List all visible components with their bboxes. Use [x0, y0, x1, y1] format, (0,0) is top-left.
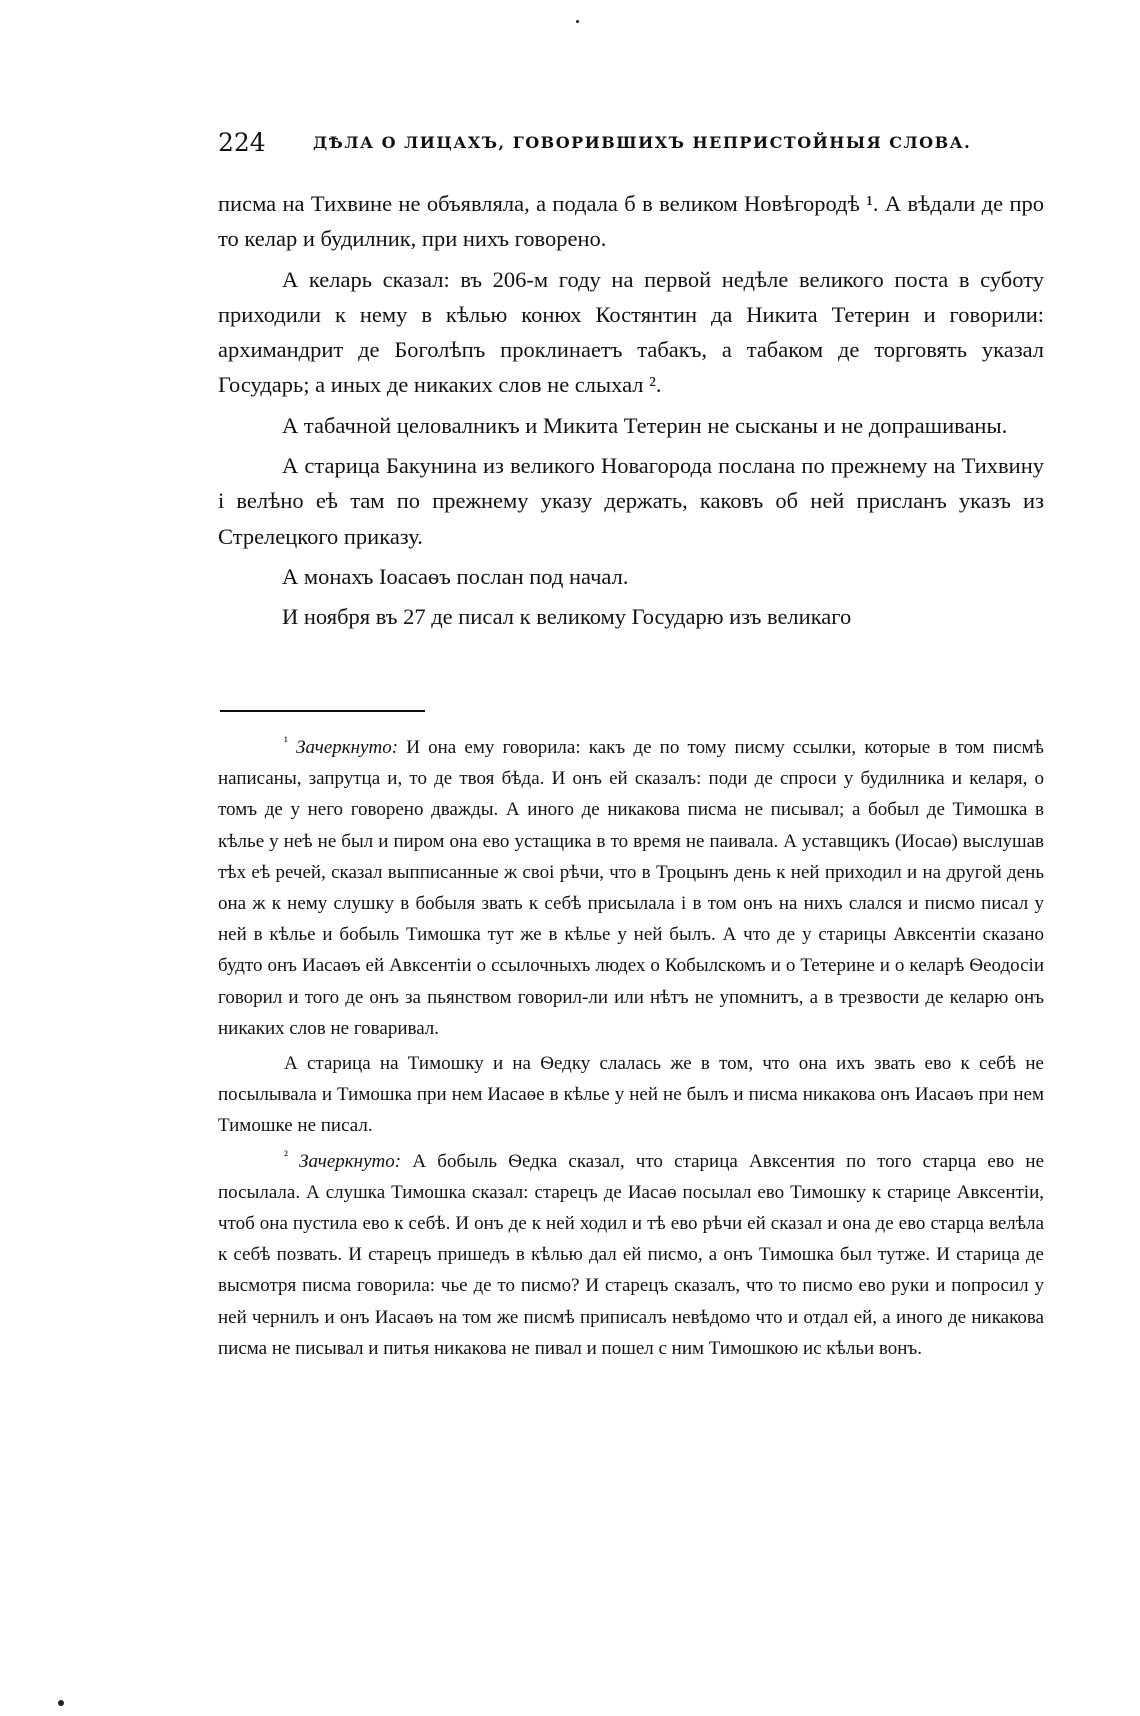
footnote-1	[218, 732, 1044, 1044]
page-header	[218, 128, 1038, 168]
paragraph: И ноября въ 27 де писал к великому Государю изъ великаго	[282, 604, 852, 630]
footnote-2-label: Зачеркнуто:	[299, 1150, 402, 1172]
scan-speck	[576, 20, 579, 23]
paragraph: А келарь сказал: въ 206-м году на первой недѣле великого поста в суботу приходили к нему в кѣлью конюх Костянтин да Никита Тетерин и говорили: архимандрит де Боголѣпъ проклинаетъ табакъ, а табаком де торговять указал Государь; а иных де никаких слов не слыхал ².	[218, 266, 1044, 398]
scan-speck	[58, 1700, 64, 1706]
running-head: ДѢЛА О ЛИЦАХЪ, ГОВОРИВШИХЪ НЕПРИСТОЙНЫЯ СЛОВА.	[313, 133, 972, 152]
paragraph: А старица Бакунина из великого Новагорода послана по прежнему на Тихвину і велѣно еѣ там по прежнему указу держать, каковъ об ней присланъ указъ из Стрелецкого приказу.	[218, 453, 1044, 549]
footnote-1-text: И она ему говорила: какъ де по тому писму ссылки, которые в том писмѣ написаны, запрутца и, то де твоя бѣда. И онъ ей сказалъ: поди де спроси у будилника и келаря, о томъ де у него говорено дважды. А иного де никакова писма не писывал; а бобыл де Тимошка в кѣлье у неѣ не был и пиром она ево устащика в то время не паивала. А уставщикъ (Иосаѳ) выслушав тѣх еѣ речей, сказал выпписанные ж своі рѣчи, что в Троцынъ день к ней приходил и на другой день она ж к нему слушку в бобыля звать к себѣ присылала і в том онъ на нихъ слался и писмо писал у ней в кѣлье и бобыль Тимошка тут же в кѣлье у ней былъ. А что де у старицы Авксентіи сказано будто онъ Иасаѳъ ей Авксентіи о ссылочныхъ людех о Кобылскомъ и о Тетерине и о келарѣ Ѳеодосіи говорил и того де онъ за пьянством говорил-ли или нѣтъ не упомнитъ, а в трезвости де келарю онъ никаких слов не говаривал.	[218, 737, 1044, 1039]
paragraph: А табачной целовалникъ и Микита Тетерин не сысканы и не допрашиваны.	[282, 412, 1008, 438]
footnote-2	[218, 1146, 1044, 1364]
footnote-1-mark: ¹	[284, 733, 288, 749]
footnote-divider	[220, 710, 425, 712]
footnote-1-label: Зачеркнуто:	[296, 737, 399, 758]
footnotes	[218, 732, 1044, 1368]
main-text	[218, 186, 1044, 640]
page-number: 224	[218, 128, 266, 157]
footnote-2-text: А бобыль Ѳедка сказал, что старица Авксентия по того старца ево не посылала. А слушка Тимошка сказал: старецъ де Иасаѳ посылал ево Тимошку к старице Авксентіи, чтоб она пустила ево к себѣ. И онъ де к ней ходил и тѣ ево рѣчи ей сказал и она де ево старца велѣла к себѣ позвать. И старецъ пришедъ в кѣлью дал ей писмо, а онъ Тимошка был тутже. И старица де высмотря писма говорила: чье де то писмо? И старецъ сказалъ, что то писмо ево руки и попросил у ней чернилъ и онъ Иасаѳъ на том же писмѣ приписалъ невѣдомо что и отдал ей, а иного де никакова писма не писывал и питья никакова не пивал и пошел с ним Тимошкою ис кѣльи вонъ.	[218, 1150, 1045, 1359]
footnote-1-continuation: А старица на Тимошку и на Ѳедку слалась же в том, что она ихъ звать ево к себѣ не посылывала и Тимошка при нем Иасаѳе в кѣлье у ней не былъ и писма никакова онъ Иасаѳъ при нем Тимошке не писал.	[218, 1053, 1044, 1137]
footnote-2-mark: ²	[284, 1147, 288, 1163]
paragraph: писма на Тихвине не объявляла, а подала б в великом Новѣгородѣ ¹. А вѣдали де про то келар и будилник, при нихъ говорено.	[218, 191, 1044, 252]
paragraph: А монахъ Іоасаѳъ послан под начал.	[282, 563, 629, 589]
